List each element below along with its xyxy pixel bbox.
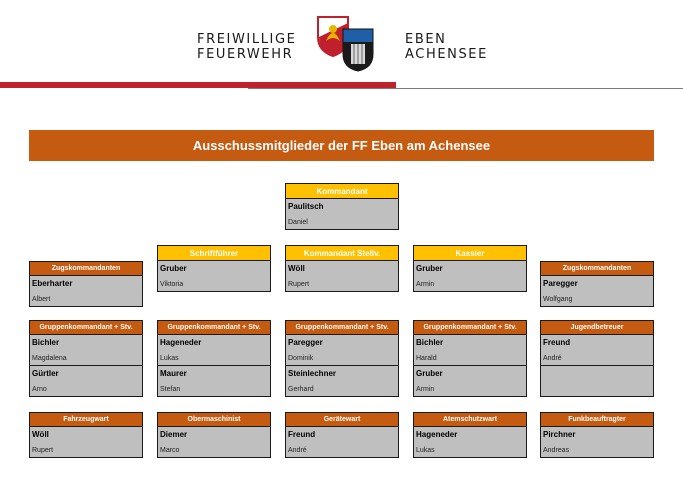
page-title: Ausschussmitglieder der FF Eben am Achensee (29, 130, 654, 161)
role-box-funkbeauftragter (540, 412, 654, 458)
member-entry (29, 334, 143, 366)
role-box-gruppenkommandant-1 (29, 320, 143, 397)
member-first-name: Lukas (160, 355, 179, 362)
role-box-kassier (413, 245, 527, 292)
header-left-text (197, 32, 296, 62)
member-last-name: Hageneder (160, 338, 202, 347)
header-gray-rule (248, 88, 683, 89)
role-box-jugendbetreuer (540, 320, 654, 397)
member-entry (29, 426, 143, 458)
member-first-name: Rupert (32, 447, 54, 454)
member-first-name: Armin (416, 281, 435, 288)
member-last-name: Diemer (160, 430, 188, 439)
member-first-name: Armin (416, 386, 435, 393)
role-title: Gruppenkommandant + Stv. (285, 320, 399, 334)
member-entry (413, 334, 527, 366)
member-entry (285, 334, 399, 366)
member-last-name: Wöll (32, 430, 49, 439)
header-right-text (405, 32, 488, 62)
role-title: Fahrzeugwart (29, 412, 143, 426)
member-entry (157, 426, 271, 458)
member-first-name: Andreas (543, 447, 570, 454)
member-last-name: Gruber (416, 264, 443, 273)
role-title: Zugskommandanten (29, 261, 143, 275)
role-title: Kommandant (285, 183, 399, 198)
member-first-name: Stefan (160, 386, 181, 393)
member-entry (157, 334, 271, 366)
member-entry (285, 260, 399, 292)
role-title: Gerätewart (285, 412, 399, 426)
member-first-name: Dominik (288, 355, 314, 362)
role-title: Gruppenkommandant + Stv. (29, 320, 143, 334)
member-first-name: Gerhard (288, 386, 314, 393)
header-right-line1: EBEN (405, 32, 447, 47)
member-first-name: Albert (32, 296, 51, 303)
member-last-name: Paulitsch (288, 202, 324, 211)
member-entry (157, 366, 271, 397)
role-box-gruppenkommandant-3 (285, 320, 399, 397)
member-last-name: Steinlechner (288, 369, 337, 378)
member-first-name: André (543, 355, 562, 362)
member-last-name: Maurer (160, 369, 187, 378)
member-entry (540, 275, 654, 307)
header-left-line2: FEUERWEHR (197, 47, 294, 62)
member-first-name: Wolfgang (543, 296, 573, 303)
role-box-fahrzeugwart (29, 412, 143, 458)
role-title: Atemschutzwart (413, 412, 527, 426)
member-last-name: Wöll (288, 264, 305, 273)
role-title: Zugskommandanten (540, 261, 654, 275)
member-last-name: Paregger (288, 338, 323, 347)
member-last-name: Paregger (543, 279, 578, 288)
member-entry (285, 426, 399, 458)
header-left-line1: FREIWILLIGE (197, 32, 297, 47)
member-first-name: Rupert (288, 281, 310, 288)
role-title: Obermaschinist (157, 412, 271, 426)
role-box-atemschutzwart (413, 412, 527, 458)
member-entry (29, 366, 143, 397)
member-first-name: Daniel (288, 219, 308, 226)
member-entry (413, 366, 527, 397)
member-first-name: Arno (32, 386, 47, 393)
role-box-obermaschinist (157, 412, 271, 458)
member-first-name: Harald (416, 355, 437, 362)
role-box-zugskommandant-left (29, 261, 143, 307)
role-title: Kassier (413, 245, 527, 260)
member-entry (540, 334, 654, 366)
member-entry (413, 426, 527, 458)
member-last-name: Freund (543, 338, 571, 347)
member-entry (540, 426, 654, 458)
member-last-name: Eberharter (32, 279, 73, 288)
member-entry (285, 198, 399, 230)
role-box-gruppenkommandant-4 (413, 320, 527, 397)
role-box-kommandant (285, 183, 399, 230)
role-title: Gruppenkommandant + Stv. (413, 320, 527, 334)
role-box-kommandant-stellv (285, 245, 399, 292)
member-entry (413, 260, 527, 292)
role-box-gruppenkommandant-2 (157, 320, 271, 397)
role-title: Schriftführer (157, 245, 271, 260)
role-title: Gruppenkommandant + Stv. (157, 320, 271, 334)
role-title: Funkbeauftragter (540, 412, 654, 426)
member-entry-empty (540, 366, 654, 397)
member-first-name: Magdalena (32, 355, 67, 362)
member-last-name: Gürtler (32, 369, 59, 378)
role-title: Kommandant Stellv. (285, 245, 399, 260)
role-box-geraetewart (285, 412, 399, 458)
member-last-name: Gruber (160, 264, 187, 273)
member-last-name: Hageneder (416, 430, 458, 439)
role-box-schriftfuehrer (157, 245, 271, 292)
member-last-name: Gruber (416, 369, 443, 378)
role-title: Jugendbetreuer (540, 320, 654, 334)
eben-coat-of-arms-icon (342, 28, 374, 72)
member-last-name: Bichler (32, 338, 60, 347)
member-last-name: Bichler (416, 338, 444, 347)
member-last-name: Freund (288, 430, 316, 439)
role-box-zugskommandant-right (540, 261, 654, 307)
member-last-name: Pirchner (543, 430, 576, 439)
member-first-name: Lukas (416, 447, 435, 454)
header-right-line2: ACHENSEE (405, 47, 488, 62)
member-entry (285, 366, 399, 397)
member-entry (157, 260, 271, 292)
member-entry (29, 275, 143, 307)
member-first-name: Viktoria (160, 281, 184, 288)
member-first-name: Marco (160, 447, 180, 454)
member-first-name: André (288, 447, 307, 454)
